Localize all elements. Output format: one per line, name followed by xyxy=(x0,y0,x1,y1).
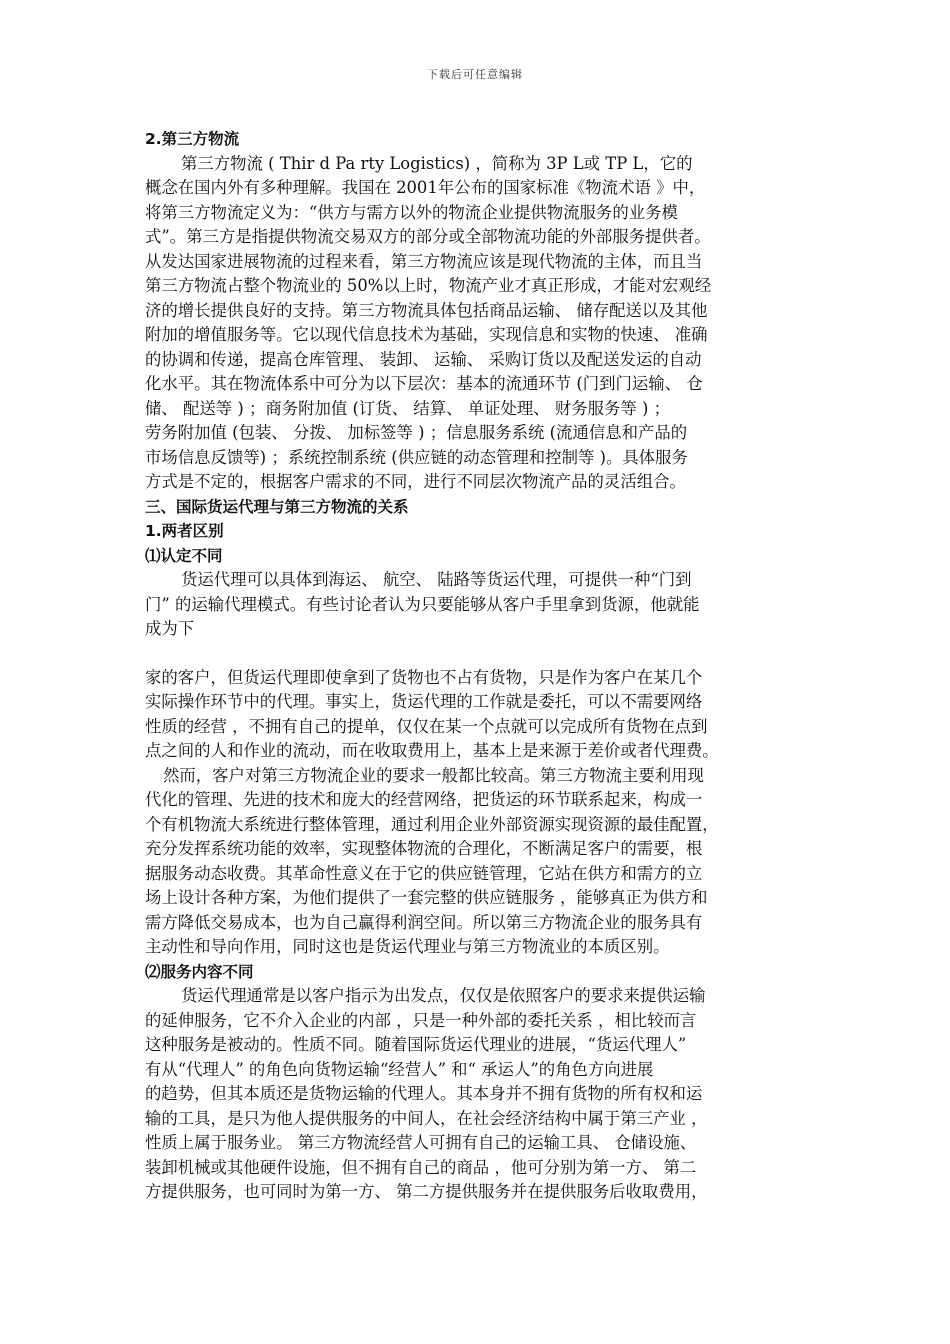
paragraph-line: 将第三方物流定义为：“供方与需方以外的物流企业提供物流服务的业务模 xyxy=(145,202,678,222)
paragraph-line: 家的客户，但货运代理即使拿到了货物也不占有货物，只是作为客户在某几个 xyxy=(145,667,703,687)
section-heading: 2.第三方物流 xyxy=(145,130,240,148)
paragraph-line: 的协调和传递，提高仓库管理、 装卸、 运输、 采购订货以及配送发运的自动 xyxy=(145,349,702,369)
paragraph-line: 劳务附加值 (包装、 分拨、 加标签等 ) ；信息服务系统 (流通信息和产品的 xyxy=(145,423,688,442)
paragraph-line: 成为下 xyxy=(145,619,195,638)
paragraph-line: 然而，客户对第三方物流企业的要求一般都比较高。第三方物流主要利用现 xyxy=(163,765,704,785)
document-body xyxy=(145,127,813,1205)
paragraph-line: 实际操作环节中的代理。事实上，货运代理的工作就是委托，可以不需要网络 xyxy=(145,692,703,711)
paragraph-line: 化水平。其在物流体系中可分为以下层次：基本的流通环节 (门到门运输、 仓 xyxy=(145,374,703,393)
paragraph-line: 式”。第三方是指提供物流交易双方的部分或全部物流功能的外部服务提供者。 xyxy=(145,227,711,246)
section-heading: ⑵服务内容不同 xyxy=(145,962,254,981)
paragraph-line: 货运代理可以具体到海运、 航空、 陆路等货运代理，可提供一种“门到 xyxy=(181,570,692,589)
paragraph-line: 主动性和导向作用，同时这也是货运代理业与第三方物流业的本质区别。 xyxy=(145,937,670,956)
paragraph-line: 从发达国家进展物流的过程来看，第三方物流应该是现代物流的主体，而且当 xyxy=(145,251,703,271)
paragraph-line: 点之间的人和作业的流动，而在收取费用上，基本上是来源于差价或者代理费。 xyxy=(145,741,719,760)
page-header: 下载后可任意编辑 xyxy=(427,68,523,81)
paragraph-line: 个有机物流大系统进行整体管理，通过利用企业外部资源实现资源的最佳配置， xyxy=(145,814,719,834)
paragraph-line: 方式是不定的，根据客户需求的不同，进行不同层次物流产品的灵活组合。 xyxy=(145,472,686,491)
paragraph-line: 第三方物流 ( Thir d Pa rty Logistics) ，简称为 3P L或 TP L，它的 xyxy=(181,153,693,173)
paragraph-line: 这种服务是被动的。性质不同。随着国际货运代理业的进展，“货运代理人” xyxy=(145,1035,687,1054)
paragraph-line: 装卸机械或其他硬件设施，但不拥有自己的商品 ，他可分别为第一方、 第二 xyxy=(145,1157,697,1177)
paragraph-line: 充分发挥系统功能的效率，实现整体物流的合理化，不断满足客户的需要，根 xyxy=(145,839,703,858)
paragraph-line: 场上设计各种方案，为他们提供了一套完整的供应链服务 ，能够真正为供方和 xyxy=(145,888,708,907)
paragraph-line: 门” 的运输代理模式。有些讨论者认为只要能够从客户手里拿到货源，他就能 xyxy=(145,594,700,614)
paragraph-line: 输的工具，是只为他人提供服务的中间人，在社会经济结构中属于第三产业 ， xyxy=(145,1108,708,1128)
section-heading: ⑴认定不同 xyxy=(145,546,223,565)
paragraph-line: 需方降低交易成本，也为自己赢得利润空间。所以第三方物流企业的服务具有 xyxy=(145,912,703,932)
paragraph-line: 有从“代理人” 的角色向货物运输“经营人” 和“ 承运人”的角色方向进展 xyxy=(145,1059,654,1079)
paragraph-line: 的趋势，但其本质还是货物运输的代理人。其本身并不拥有货物的所有权和运 xyxy=(145,1084,703,1103)
paragraph-line: 据服务动态收费。其革命性意义在于它的供应链管理，它站在供方和需方的立 xyxy=(145,863,703,883)
paragraph-line: 概念在国内外有多种理解。我国在 2001年公布的国家标准《物流术语 》中， xyxy=(145,178,706,197)
paragraph-line: 的延伸服务，它不介入企业的内部 ，只是一种外部的委托关系 ，相比较而言 xyxy=(145,1010,697,1030)
paragraph-line: 货运代理通常是以客户指示为出发点，仅仅是依照客户的要求来提供运输 xyxy=(181,986,706,1005)
paragraph-line: 第三方物流占整个物流业的 50%以上时，物流产业才真正形成，才能对宏观经 xyxy=(145,276,712,295)
paragraph-line: 济的增长提供良好的支持。第三方物流具体包括商品运输、 储存配送以及其他 xyxy=(145,300,708,320)
section-heading: 1.两者区别 xyxy=(145,522,224,540)
document-section-part1 xyxy=(145,127,813,642)
paragraph-line: 性质上属于服务业。 第三方物流经营人可拥有自己的运输工具、 仓储设施、 xyxy=(145,1133,697,1152)
paragraph-line: 方提供服务，也可同时为第一方、 第二方提供服务并在提供服务后收取费用， xyxy=(145,1182,708,1201)
section-heading: 三、国际货运代理与第三方物流的关系 xyxy=(145,497,409,516)
paragraph-line: 储、 配送等 ) ；商务附加值 (订货、 结算、 单证处理、 财务服务等 ) ； xyxy=(145,398,671,418)
paragraph-line: 附加的增值服务等。它以现代信息技术为基础，实现信息和实物的快速、 准确 xyxy=(145,325,708,344)
paragraph-line: 性质的经营 ，不拥有自己的提单，仅仅在某一个点就可以完成所有货物在点到 xyxy=(145,716,708,736)
paragraph-line: 市场信息反馈等) ；系统控制系统 (供应链的动态管理和控制等 )。具体服务 xyxy=(145,447,688,467)
document-section-part2 xyxy=(145,666,813,1205)
page-gap xyxy=(145,642,813,666)
paragraph-line: 代化的管理、先进的技术和庞大的经营网络，把货运的环节联系起来，构成一 xyxy=(145,790,703,809)
